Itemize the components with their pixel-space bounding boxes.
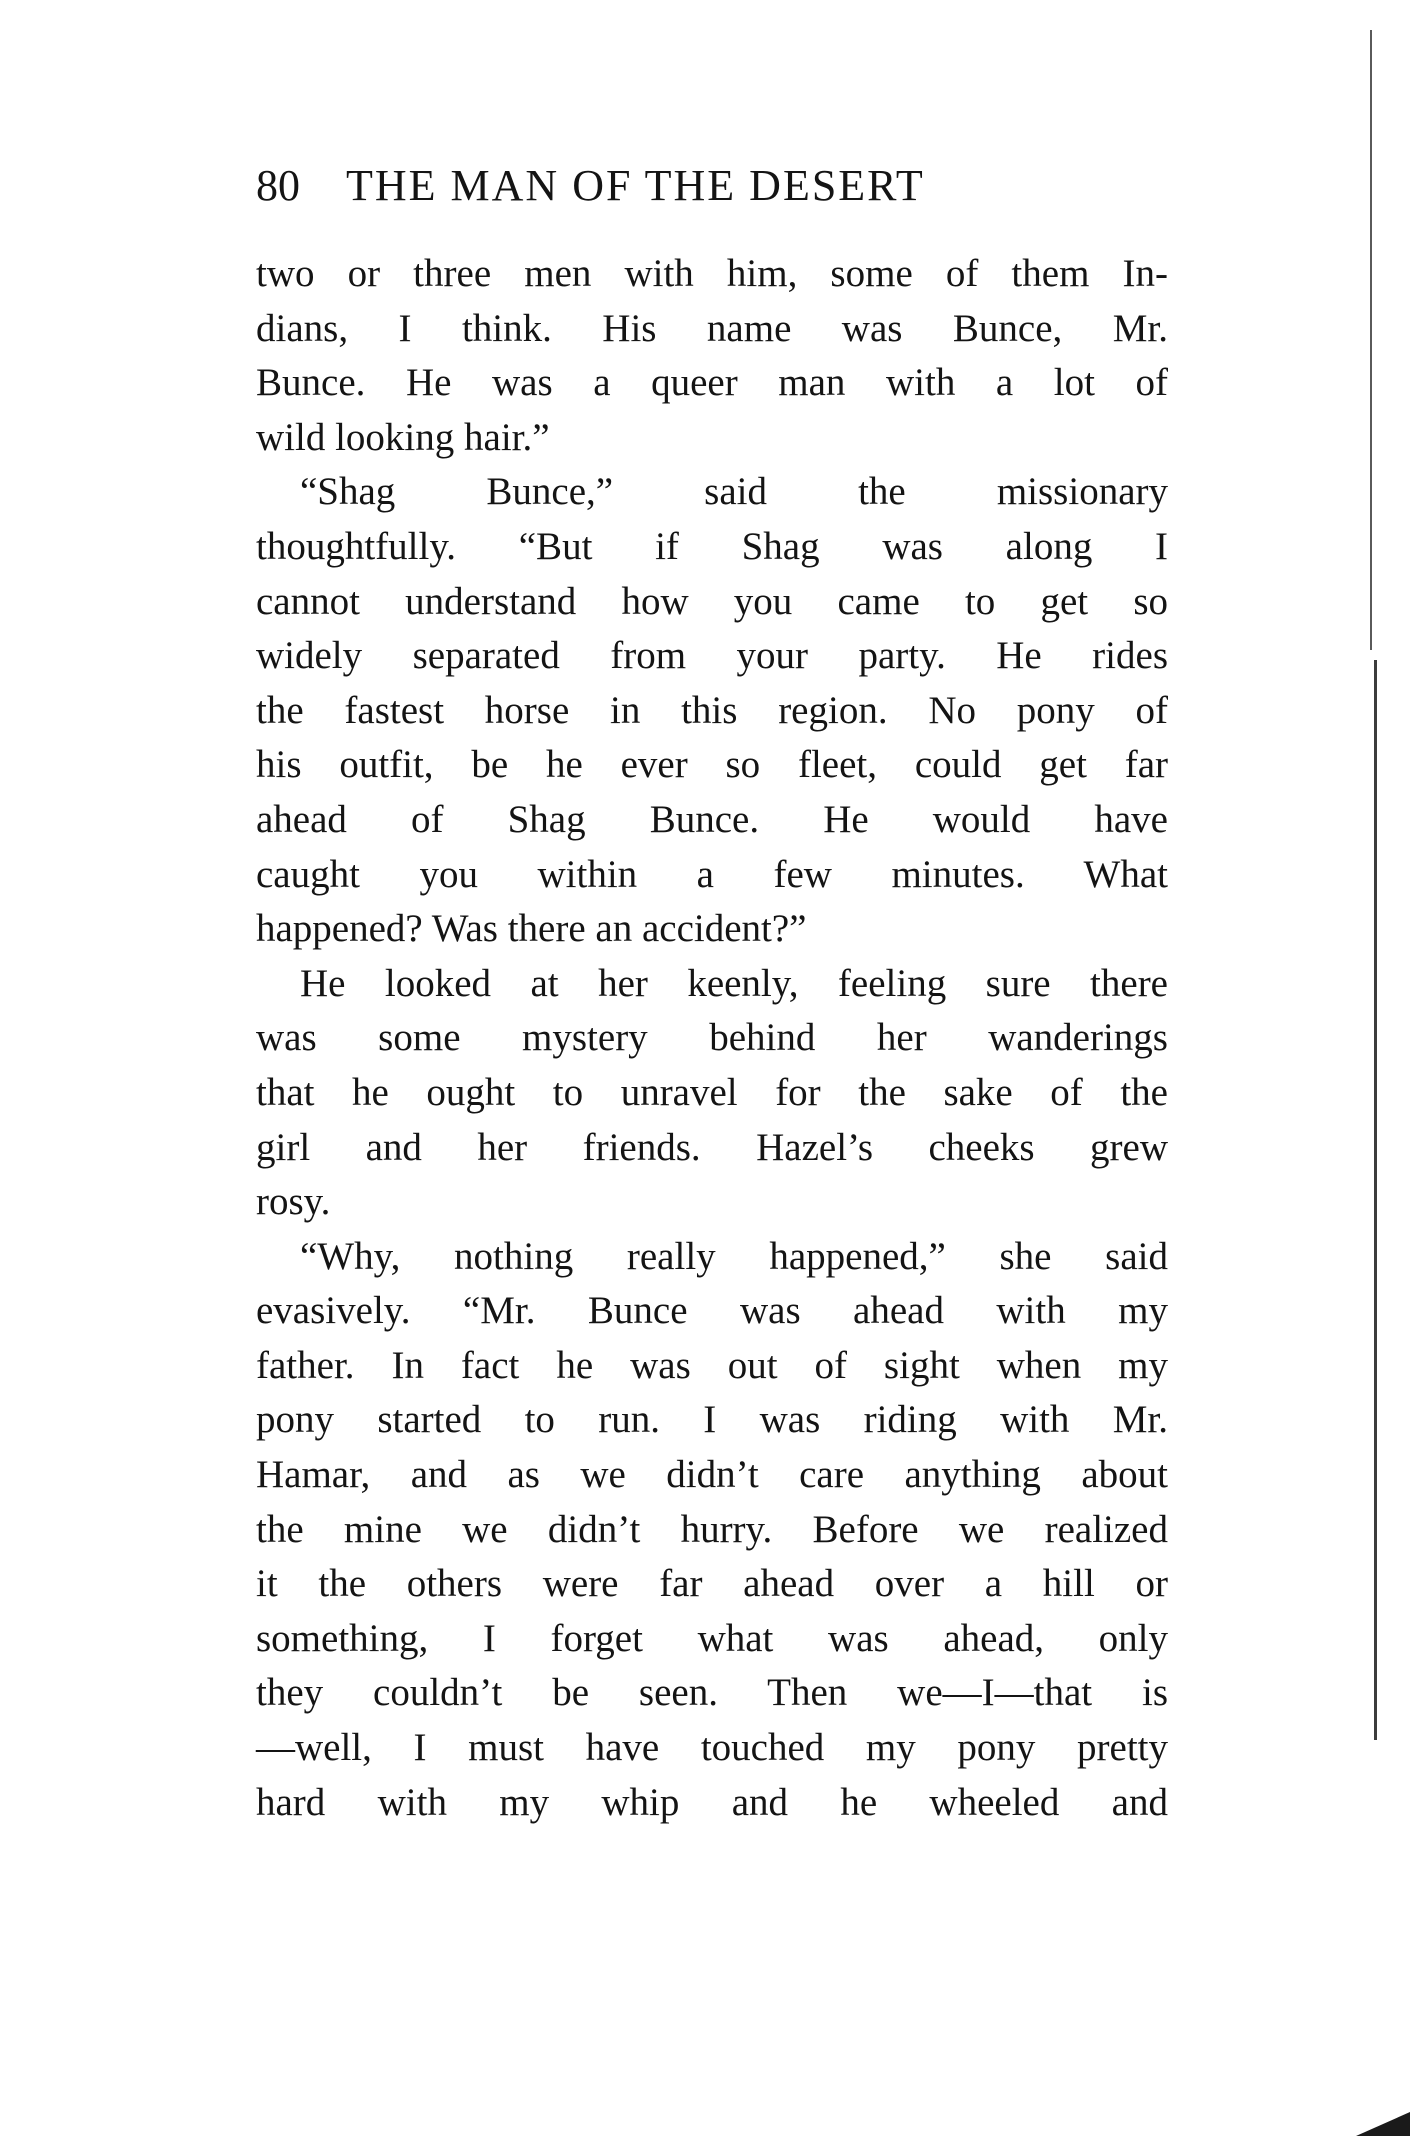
text-line: wild looking hair.”	[256, 415, 550, 459]
text-line: widely separated from your party. He rides	[256, 634, 1168, 678]
page-edge-line-lower	[1374, 660, 1377, 1740]
text-line: caught you within a few minutes. What	[256, 852, 1168, 896]
text-line: father. In fact he was out of sight when my	[256, 1343, 1168, 1387]
text-line: that he ought to unravel for the sake of the	[256, 1070, 1168, 1114]
text-line: was some mystery behind her wanderings	[256, 1016, 1168, 1060]
text-line: his outfit, be he ever so fleet, could get far	[256, 743, 1168, 787]
text-line: cannot understand how you came to get so	[256, 579, 1168, 623]
running-head	[256, 150, 1172, 222]
text-line: Hamar, and as we didn’t care anything about	[256, 1453, 1168, 1497]
text-line: ahead of Shag Bunce. He would have	[256, 797, 1168, 841]
text-line: thoughtfully. “But if Shag was along I	[256, 524, 1168, 568]
text-line: He looked at her keenly, feeling sure there	[300, 961, 1168, 1005]
text-line: —well, I must have touched my pony pretty	[256, 1726, 1168, 1770]
text-line: pony started to run. I was riding with Mr.	[256, 1398, 1168, 1442]
text-line: happened? Was there an accident?”	[256, 907, 807, 951]
body-text	[256, 247, 1168, 1830]
text-line: the mine we didn’t hurry. Before we realized	[256, 1507, 1168, 1551]
page-number: 80	[256, 161, 300, 210]
text-line: they couldn’t be seen. Then we—I—that is	[256, 1671, 1168, 1715]
corner-fold-mark	[1356, 2112, 1410, 2136]
text-line: dians, I think. His name was Bunce, Mr.	[256, 306, 1168, 350]
text-line: something, I forget what was ahead, only	[256, 1616, 1168, 1660]
text-line: two or three men with him, some of them In-	[256, 252, 1168, 295]
text-line: “Why, nothing really happened,” she said	[300, 1234, 1168, 1278]
text-line: rosy.	[256, 1180, 331, 1224]
text-line: Bunce. He was a queer man with a lot of	[256, 361, 1168, 405]
text-line: the fastest horse in this region. No pony of	[256, 688, 1168, 732]
text-line: evasively. “Mr. Bunce was ahead with my	[256, 1289, 1168, 1333]
text-line: it the others were far ahead over a hill or	[256, 1562, 1168, 1606]
running-title: THE MAN OF THE DESERT	[346, 161, 925, 210]
text-line: hard with my whip and he wheeled and	[256, 1780, 1168, 1824]
text-line: girl and her friends. Hazel’s cheeks grew	[256, 1125, 1168, 1169]
text-line: “Shag Bunce,” said the missionary	[300, 470, 1168, 514]
page-edge-line	[1370, 30, 1372, 650]
